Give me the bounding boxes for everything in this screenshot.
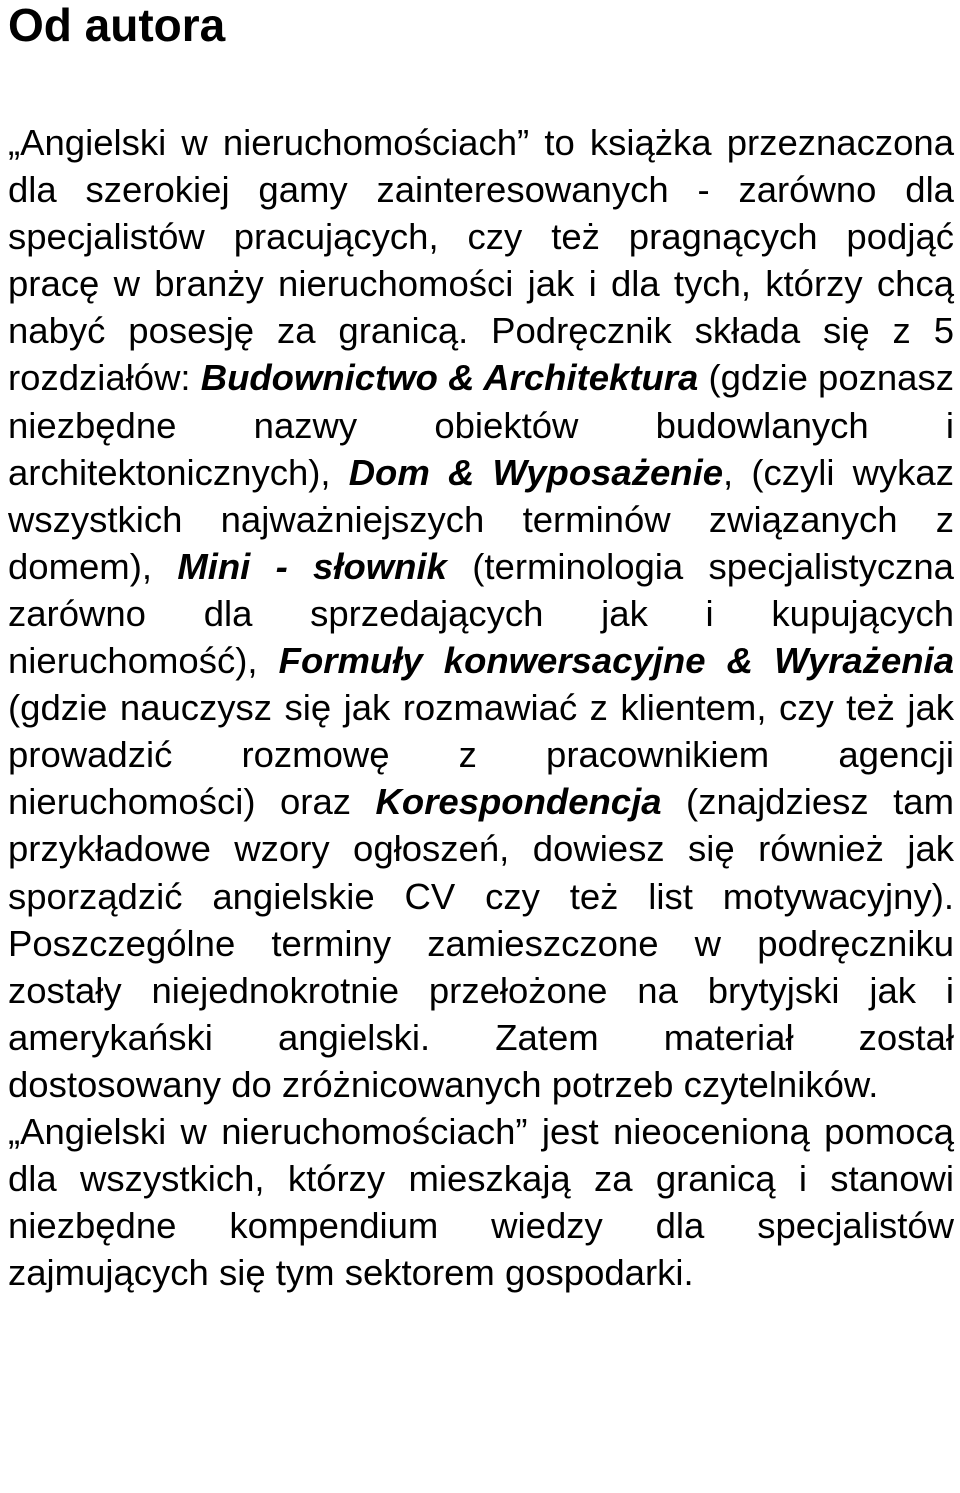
intro-text-5: (gdzie nauczysz się jak rozmawiać z klientem, czy też jak prowadzić rozmowę z pracownikiem agencji nieruchomości) oraz <box>8 687 954 823</box>
intro-text-4: (terminologia specjalistyczna zarówno dla sprzedających jak i kupujących nieruchomość), <box>8 545 954 682</box>
intro-text-1: „Angielski w nieruchomościach” to książka przeznaczona dla szerokiej gamy zainteresowanych - zarówno dla specjalistów pracujących, czy też pragnących podjąć pracę w branży nieruchomości jak i dla tych, którzy chcą nabyć posesję za granicą. Podręcznik składa się z 5 rozdziałów: <box>8 122 954 399</box>
page-title: Od autora <box>8 0 226 51</box>
chapter-name-budownictwo: Budownictwo & Architektura <box>200 357 699 399</box>
chapter-name-korespondencja: Korespondencja <box>375 781 662 823</box>
intro-text-3: , (czyli wykaz wszystkich najważniejszych terminów związanych z domem), <box>8 451 954 587</box>
chapter-name-formuly: Formuły konwersacyjne & Wyrażenia <box>278 640 955 682</box>
intro-text-6: (znajdziesz tam przykładowe wzory ogłoszeń, dowiesz się również jak sporządzić angielskie CV czy też list motywacyjny). Poszczególne terminy zamieszczone w podręczniku zostały niejednokrotnie przełożone na brytyjski jak i amerykański angielski. Zatem materiał został dostosowany do zróżnicowanych potrzeb czytelników. <box>8 781 955 1105</box>
intro-paragraph <box>8 119 954 1108</box>
chapter-name-dom: Dom & Wyposażenie <box>348 451 724 493</box>
intro-text-2: (gdzie poznasz niezbędne nazwy obiektów budowlanych i architektonicznych), <box>8 357 954 493</box>
chapter-name-mini-slownik: Mini - słownik <box>177 545 447 587</box>
closing-paragraph: „Angielski w nieruchomościach” jest nieocenioną pomocą dla wszystkich, którzy mieszkają za granicą i stanowi niezbędne kompendium wiedzy dla specjalistów zajmujących się tym sektorem gospodarki. <box>8 1110 954 1294</box>
